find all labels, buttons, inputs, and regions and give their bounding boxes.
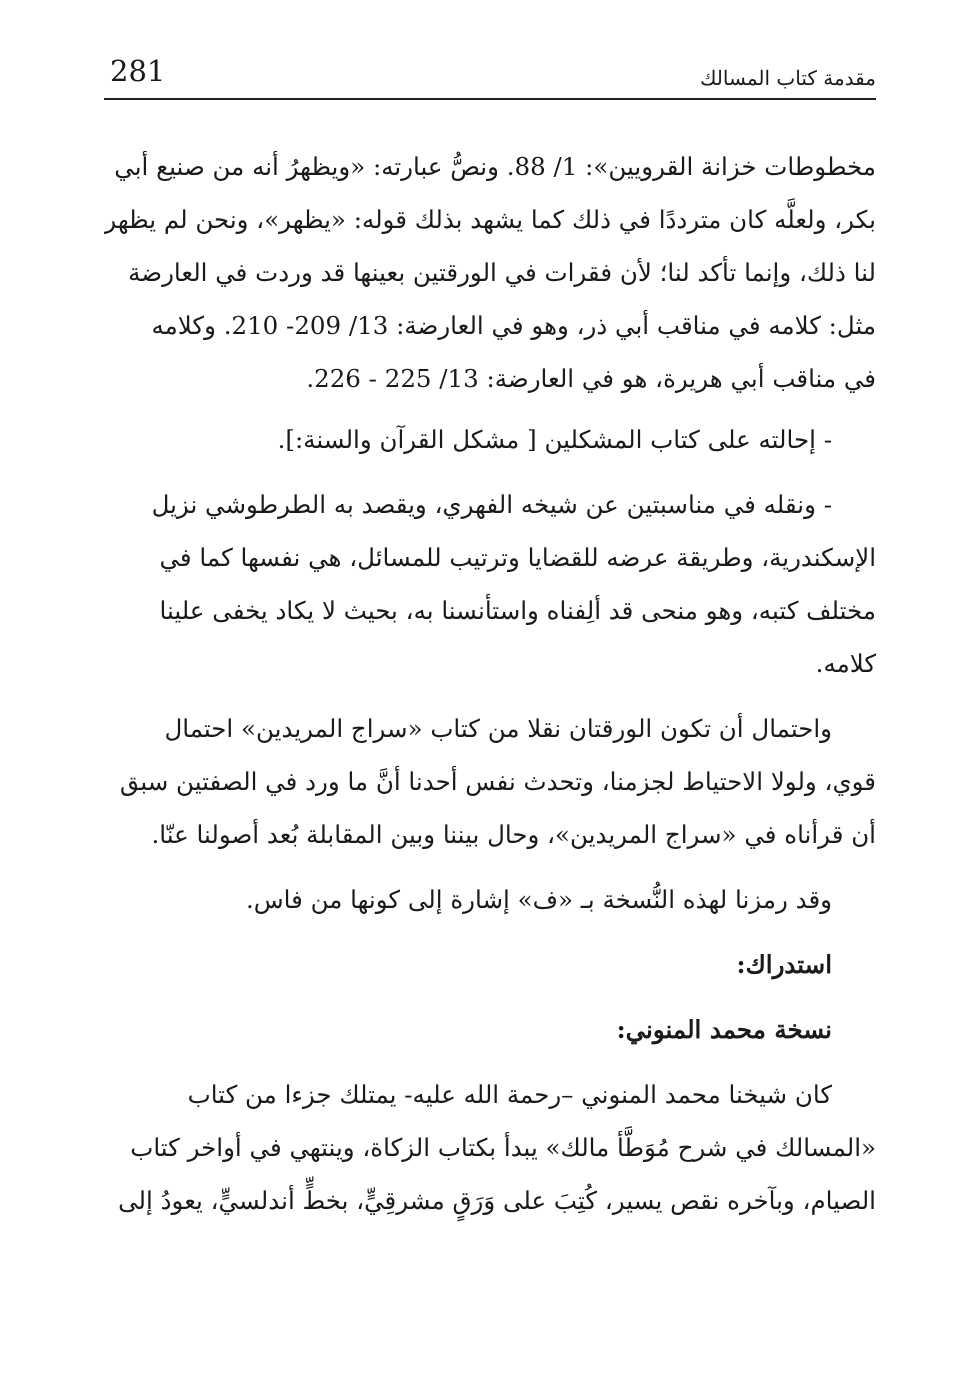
text-line: مختلف كتبه، وهو منحى قد ألِفناه واستأنسنا به، بحيث لا يكاد يخفى علينا	[159, 596, 876, 625]
text-line: الإسكندرية، وطريقة عرضه للقضايا وترتيب للمسائل، هي نفسها كما في	[159, 543, 876, 572]
paragraph-5	[104, 873, 876, 926]
text-line: كان شيخنا محمد المنوني –رحمة الله عليه- يمتلك جزءا من كتاب	[187, 1080, 832, 1109]
text-line: بكر، ولعلَّه كان مترددًا في ذلك كما يشهد بذلك قوله: «يظهر»، ونحن لم يظهر	[104, 205, 876, 234]
paragraph-6	[104, 1068, 876, 1227]
page-number: 281	[110, 54, 166, 88]
heading-line: استدراك:	[736, 950, 832, 979]
paragraph-4	[104, 702, 876, 861]
paragraph-1	[104, 140, 876, 405]
text-line: أن قرأناه في «سراج المريدين»، وحال بيننا وبين المقابلة بُعد أصولنا عنّا.	[151, 820, 876, 849]
text-line: «المسالك في شرح مُوَطَّأ مالك» يبدأ بكتاب الزكاة، وينتهي في أواخر كتاب	[130, 1133, 876, 1162]
text-line: في مناقب أبي هريرة، هو في العارضة: 13/ 225 - 226.	[306, 364, 876, 393]
running-title: مقدمة كتاب المسالك	[699, 66, 876, 90]
paragraph-3	[104, 478, 876, 690]
text-line: مخطوطات خزانة القرويين»: 1/ 88. ونصُّ عبارته: «ويظهرُ أنه من صنيع أبي	[114, 152, 876, 181]
text-line: مثل: كلامه في مناقب أبي ذر، وهو في العارضة: 13/ 209- 210. وكلامه	[151, 311, 876, 340]
page-header	[104, 52, 876, 100]
heading-line: نسخة محمد المنوني:	[616, 1015, 832, 1044]
text-line: - إحالته على كتاب المشكلين [ مشكل القرآن والسنة:].	[277, 425, 832, 454]
text-line: كلامه.	[815, 649, 876, 678]
text-line: واحتمال أن تكون الورقتان نقلا من كتاب «سراج المريدين» احتمال	[164, 714, 832, 743]
body-text	[104, 140, 876, 1227]
section-heading-istidrak	[104, 938, 876, 991]
text-line: قوي، ولولا الاحتياط لجزمنا، وتحدث نفس أحدنا أنَّ ما ورد في الصفتين سبق	[119, 767, 876, 796]
paragraph-2	[104, 413, 876, 466]
text-line: - ونقله في مناسبتين عن شيخه الفهري، ويقصد به الطرطوشي نزيل	[151, 490, 832, 519]
text-line: الصيام، وبآخره نقص يسير، كُتِبَ على وَرَقٍ مشرقِيٍّ، بخطٍّ أندلسيٍّ، يعودُ إلى	[118, 1186, 876, 1215]
text-line: لنا ذلك، وإنما تأكد لنا؛ لأن فقرات في الورقتين بعينها قد وردت في العارضة	[128, 258, 876, 287]
text-line: وقد رمزنا لهذه النُّسخة بـ «ف» إشارة إلى كونها من فاس.	[245, 885, 832, 914]
section-heading-manuni-copy	[104, 1003, 876, 1056]
